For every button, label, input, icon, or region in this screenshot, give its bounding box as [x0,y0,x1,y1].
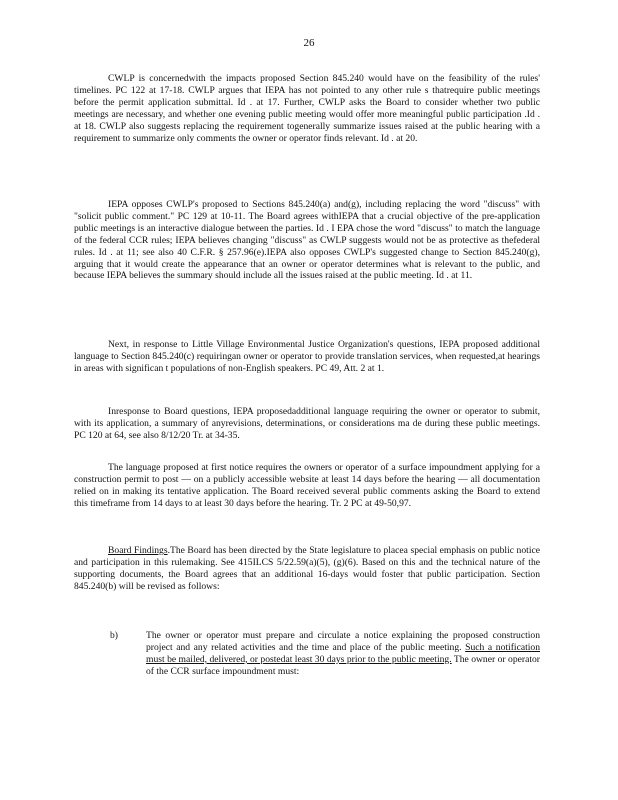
paragraph-translation-services: Next, in response to Little Village Environmental Justice Organization's questions, IEPA proposed additional language to Section 845.240(c) requiringan owner or operator to provide translation services, when requested,at hearings in areas with significan t populations of non-English speakers. PC 49, Att. 2 at 1. [74,339,540,374]
list-item-text-after: The owner or operator of the CCR surface impoundment must: [146,653,540,677]
paragraph-iepa-opposes: IEPA opposes CWLP's proposed to Sections 845.240(a) and(g), including replacing the word "discuss" with "solicit public comment." PC 129 at 10-11. The Board agrees withIEPA that a crucial objective of the pre-application public meetings is an interactive dialogue between the parties. Id . I EPA chose the word "discuss" to match the language of the federal CCR rules; IEPA believes changing "discuss" as CWLP suggests would not be as protective as thefederal rules. Id . at 11; see also 40 C.F.R. § 257.96(e).IEPA also opposes CWLP's suggested change to Section 845.240(g), arguing that it would create the appearance that an owner or operator determines what is relevant to the public, and because IEPA believes the summary should include all the issues raised at the public meeting. Id . at 11. [74,199,540,282]
list-item-b [110,630,540,678]
list-item-text-underlined: Such a notification must be mailed, delivered, or postedat least 30 days prior to the public meeting. [146,641,541,665]
list-item-body [146,630,540,678]
list-item-text-plain: The owner or operator must prepare and circulate a notice explaining the proposed construction project and any related activities and the time and place of the public meeting. [146,630,540,653]
page-number: 26 [303,37,315,49]
board-findings-text: .The Board has been directed by the State legislature to placea special emphasis on public notice and participation in this rulemaking. See 415ILCS 5/22.59(a)(5), (g)(6). Based on this and the technical nature of the supporting documents, the Board agrees that an additional 16-days would foster that public participation. Section 845.240(b) will be revised as follows: [74,545,540,592]
list-item-label: b) [110,630,118,641]
paragraph-board-findings [74,545,540,593]
paragraph-cwlp-concerns: CWLP is concernedwith the impacts proposed Section 845.240 would have on the feasibility of the rules' timelines. PC 122 at 17-18. CWLP argues that IEPA has not pointed to any other rule s thatrequire public meetings before the permit application submittal. Id . at 17. Further, CWLP asks the Board to consider whether two public meetings are necessary, and whether one evening public meeting would offer more meaningful public participation .Id . at 18. CWLP also suggests replacing the requirement togenerally summarize issues raised at the public hearing with a requirement to summarize only comments the owner or operator finds relevant. Id . at 20. [74,73,540,144]
board-findings-heading: Board Findings [108,545,168,556]
paragraph-first-notice: The language proposed at first notice requires the owners or operator of a surface impoundment applying for a construction permit to post — on a publicly accessible website at least 14 days before the hearing — all documentation relied on in making its tentative application. The Board received several public comments asking the Board to extend this timeframe from 14 days to at least 30 days before the hearing. Tr. 2 PC at 49-50,97. [74,462,540,509]
paragraph-board-questions: Inresponse to Board questions, IEPA proposedadditional language requiring the owner or operator to submit, with its application, a summary of anyrevisions, determinations, or considerations ma de during these public meetings. PC 120 at 64, see also 8/12/20 Tr. at 34-35. [74,406,540,441]
